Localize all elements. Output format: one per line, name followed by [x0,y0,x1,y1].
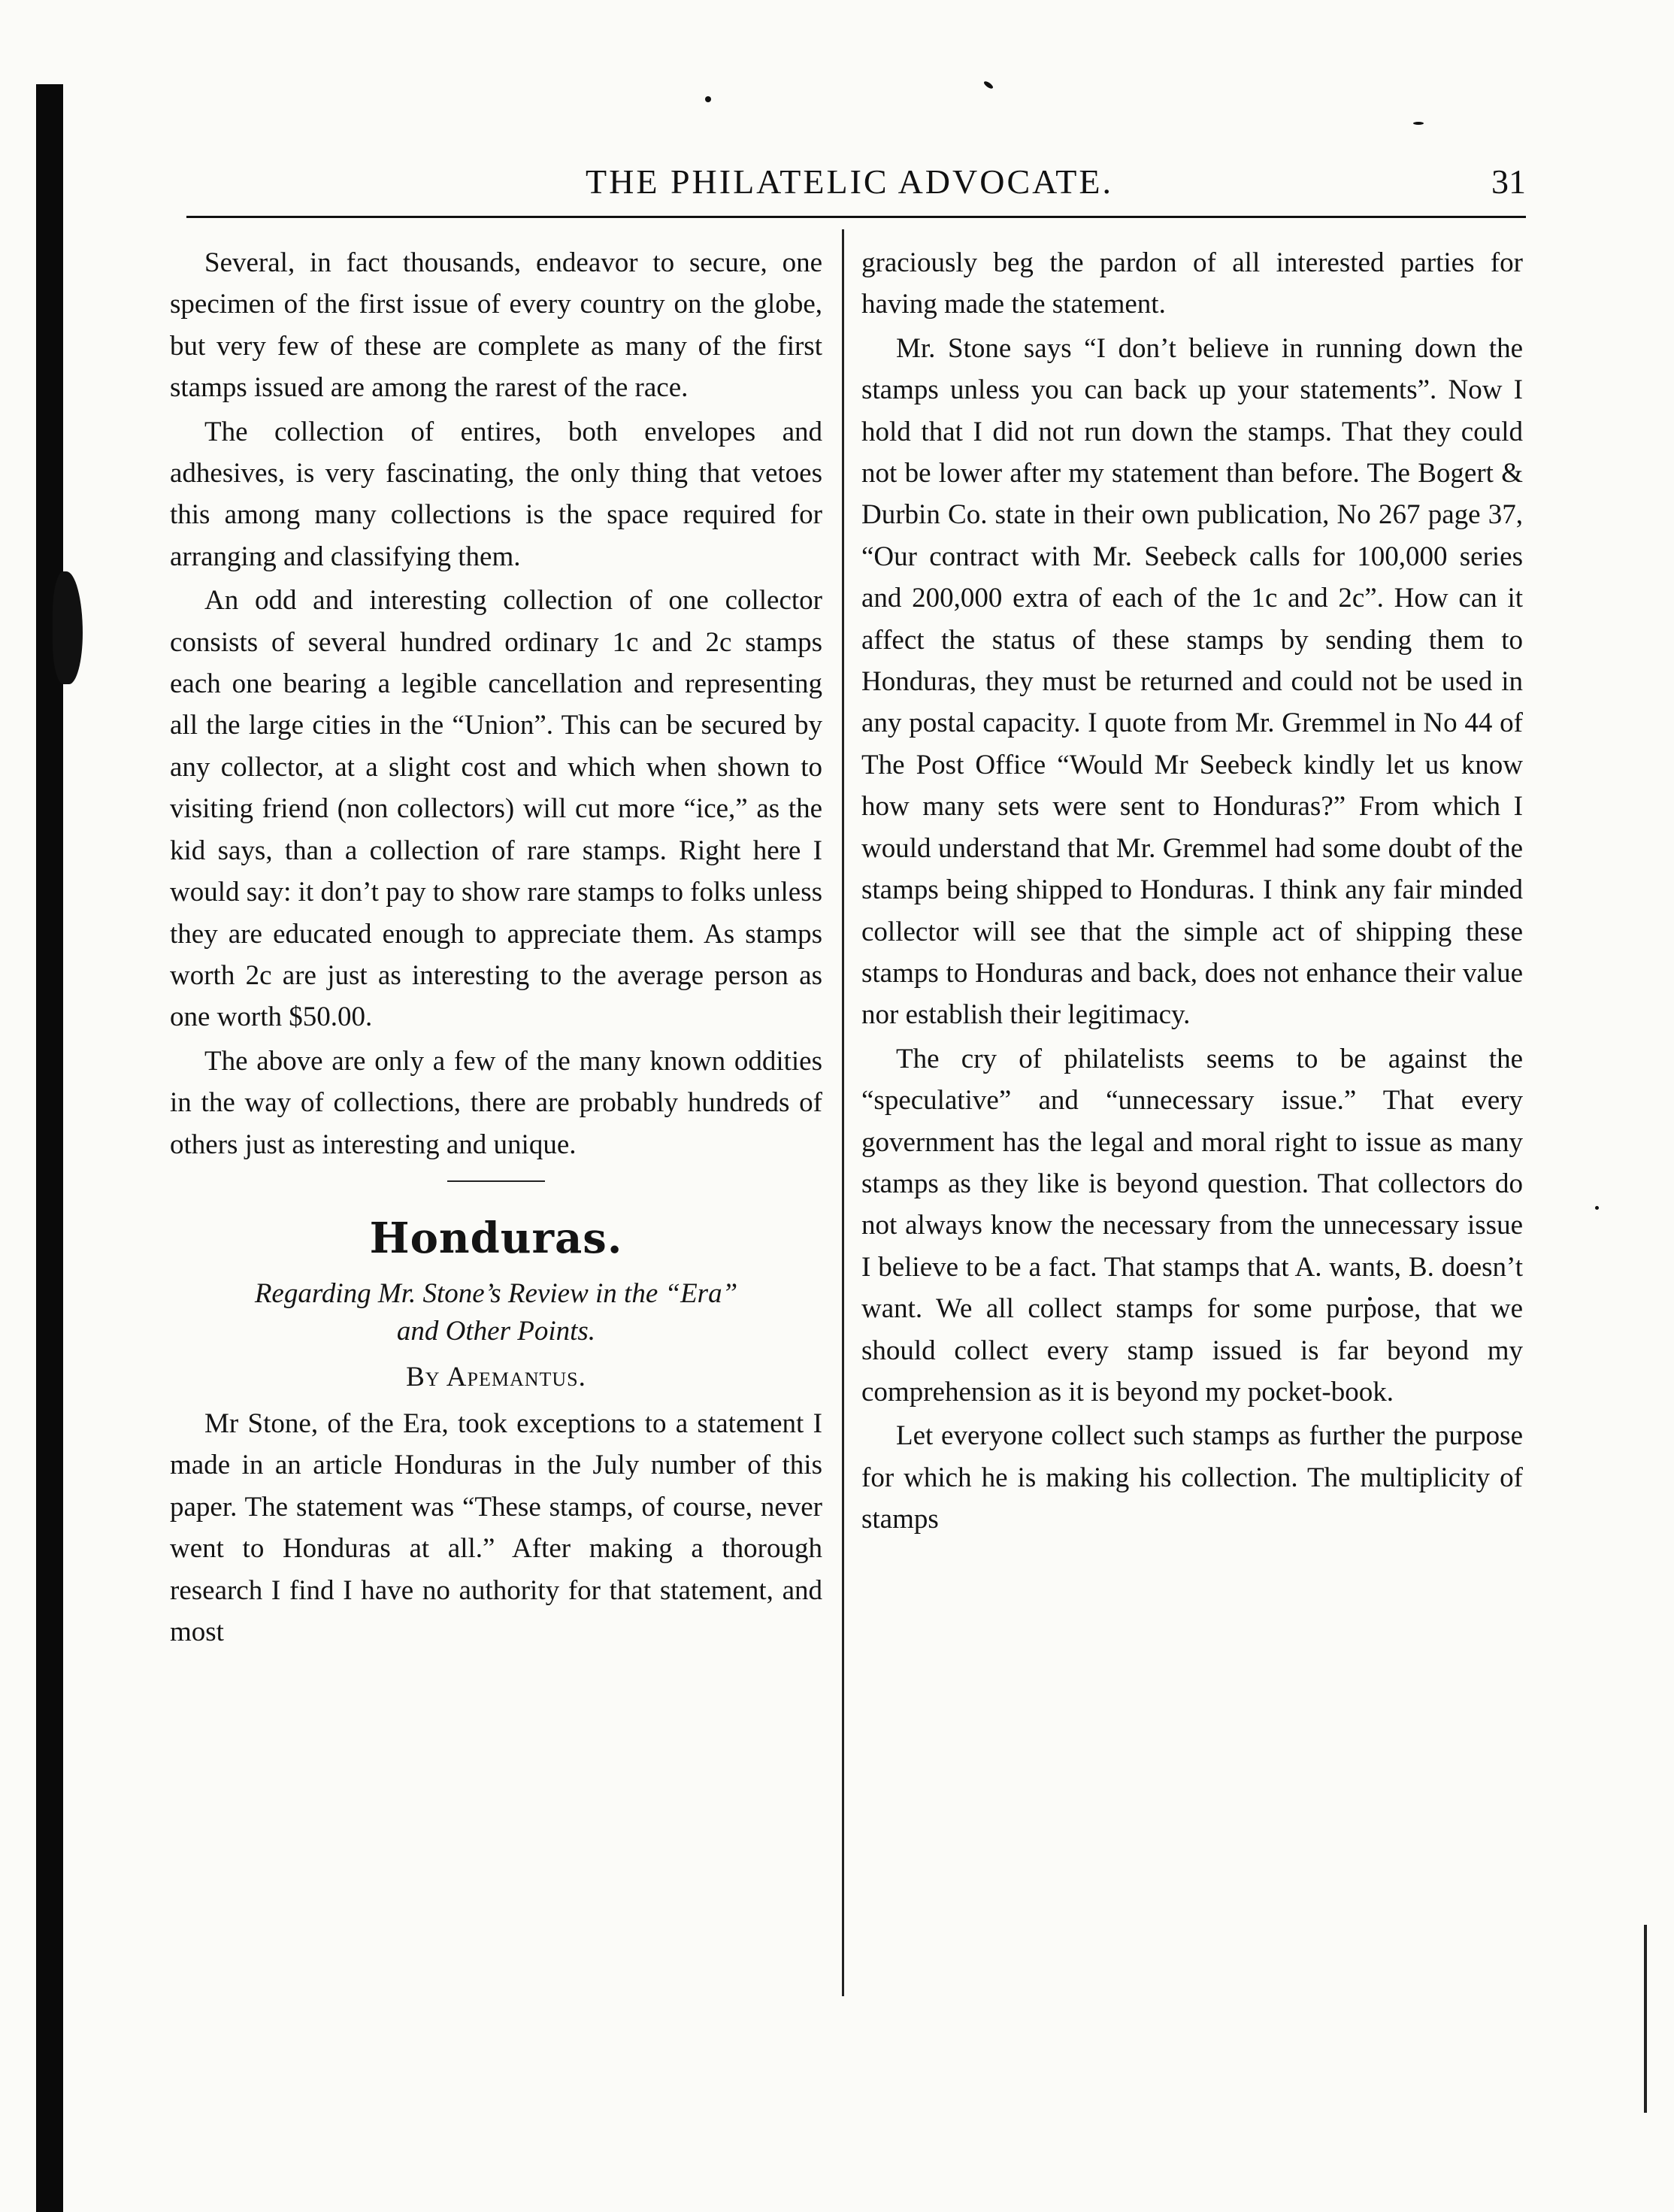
page-header [173,162,1526,214]
ink-blot [53,571,83,684]
right-column [861,242,1523,1541]
page-edge-mark [1644,1925,1647,2113]
header-rule [186,216,1526,218]
speck [1595,1206,1599,1210]
paragraph: Let everyone collect such stamps as further the purpose for which he is making his collection. The multiplicity of stamps [861,1420,1523,1535]
column-rule [842,229,844,1996]
section-heading: Honduras. [369,1213,623,1263]
binding-shadow [36,84,63,2212]
subtitle-line: and Other Points. [396,1315,596,1347]
paragraph: graciously beg the pardon of all interested parties for having made the statement. [861,247,1523,320]
page-number: 31 [1491,162,1526,201]
speck [983,80,994,90]
section-subtitle [170,1275,822,1350]
paragraph: Mr Stone, of the Era, took exceptions to a statement I made in an article Honduras in the July number of this paper. The statement was “These stamps, of course, never went to Honduras at all.” After making a thorough research I find I have no authority for that statement, and most [170,1407,822,1647]
paragraph: The cry of philatelists seems to be against the “speculative” and “unnecessary issue.” That every government has the legal and moral right to issue as many stamps as they like is beyond question. That collectors do not always know the necessary from the unnecessary issue I believe to be a fact. That stamps that A. wants, B. doesn’t want. We all collect stamps for some purpose, that we should collect every stamp issued is far beyond my comprehension as it is beyond my pocket-book. [861,1043,1523,1407]
paragraph: The collection of entires, both envelopes and adhesives, is very fascinating, the only thing that vetoes this among many collections is the space required for arranging and classifying them. [170,416,822,572]
byline: By Apemantus. [406,1361,586,1392]
paragraph: An odd and interesting collection of one collector consists of several hundred ordinary 1c and 2c stamps each one bearing a legible cancellation and representing all the large cities in the “Union”. This can be secured by any collector, at a slight cost and which when shown to visiting friend (non collectors) will cut more “ice,” as the kid says, than a collection of rare stamps. Right here I would say: it don’t pay to show rare stamps to folks unless they are educated enough to appreciate them. As stamps worth 2c are just as interesting to the average person as one worth $50.00. [170,585,822,1033]
left-column [170,242,822,1653]
speck [1413,122,1424,125]
section-divider [447,1180,545,1182]
paragraph: Mr. Stone says “I don’t believe in running down the stamps unless you can back up your statements”. Now I hold that I did not run down the stamps. That they could not be lower after my statement than before. The Bogert & Durbin Co. state in their own publication, No 267 page 37, “Our contract with Mr. Seebeck calls for 100,000 series and 200,000 extra of each of the 1c and 2c”. How can it affect the status of these stamps by sending them to Honduras, they must be returned and could not be used in any postal capacity. I quote from Mr. Gremmel in No 44 of The Post Office “Would Mr Seebeck kindly let us know how many sets were sent to Honduras?” From which I would understand that Mr. Gremmel had some doubt of the stamps being shipped to Honduras. I think any fair minded collector will see that the simple act of shipping these stamps to Honduras and back, does not enhance their value nor establish their legitimacy. [861,332,1523,1031]
running-title: THE PHILATELIC ADVOCATE. [586,162,1113,201]
paragraph: Several, in fact thousands, endeavor to secure, one specimen of the first issue of every country on the globe, but very few of these are complete as many of the first stamps issued are among the rarest of the race. [170,247,822,404]
subtitle-line: Regarding Mr. Stone’s Review in the “Era” [254,1277,738,1309]
speck [705,96,711,102]
paragraph: The above are only a few of the many known oddities in the way of collections, there are probably hundreds of others just as interesting and unique. [170,1045,822,1160]
